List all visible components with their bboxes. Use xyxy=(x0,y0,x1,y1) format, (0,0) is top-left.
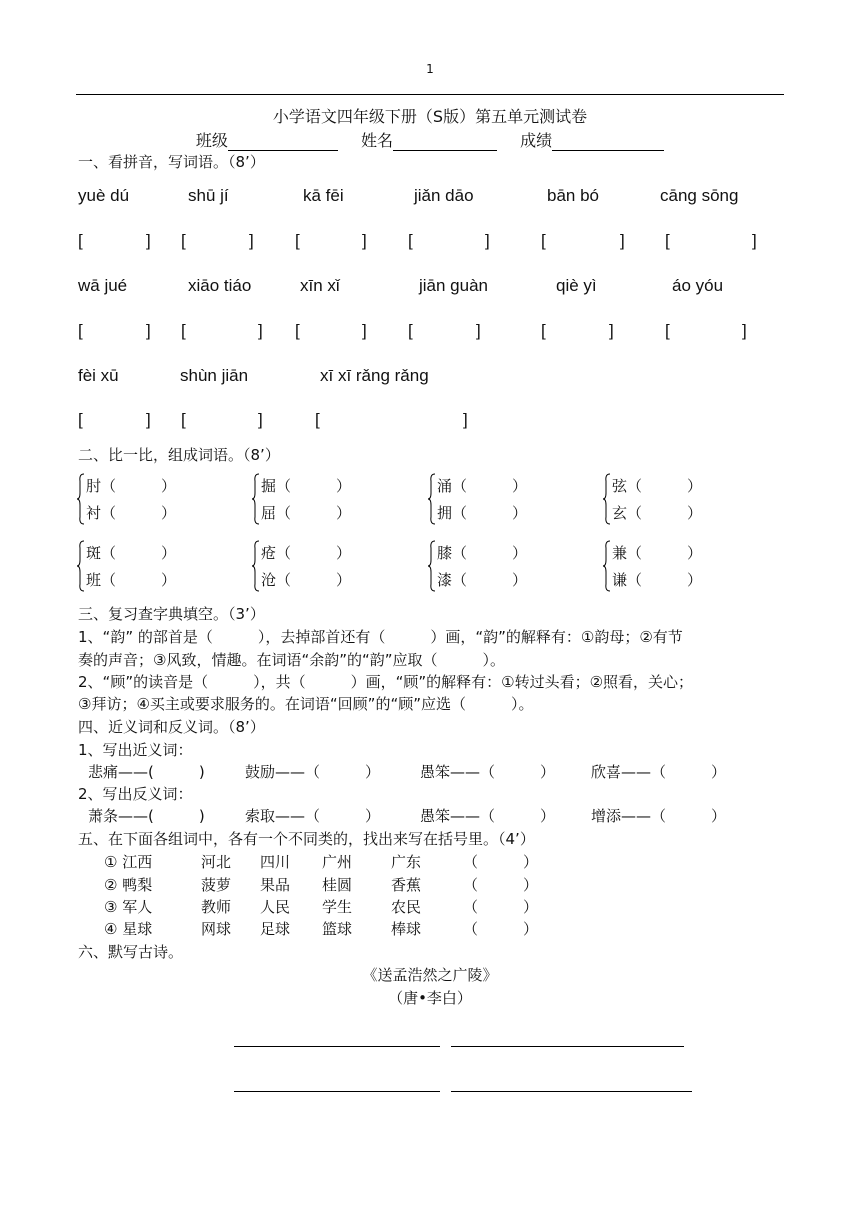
synonym-item: 鼓励——（ ） xyxy=(245,763,381,781)
pinyin-item: cāng sōng xyxy=(660,186,739,205)
synonym-subheading: 1、写出近义词： xyxy=(78,741,193,759)
poem-line-field[interactable] xyxy=(234,1091,440,1092)
word-item: 棒球 xyxy=(391,920,422,938)
name-field[interactable] xyxy=(393,134,497,151)
poem-author: （唐•李白） xyxy=(388,989,472,1007)
word-item: 篮球 xyxy=(322,920,353,938)
answer-bracket-right: ] xyxy=(146,321,151,340)
word-item: 桂圆 xyxy=(322,876,353,894)
synonym-item: 愚笨——（ ） xyxy=(420,763,556,781)
answer-bracket-left: [ xyxy=(78,231,83,250)
answer-bracket-right: ] xyxy=(258,321,263,340)
compare-bottom: 谦（ ） xyxy=(612,571,703,589)
answer-bracket-right: ] xyxy=(476,321,481,340)
answer-bracket-right: ] xyxy=(258,410,263,429)
synonym-item: 悲痛——( ) xyxy=(88,763,205,781)
pinyin-item: shùn jiān xyxy=(180,366,249,385)
word-item: 果品 xyxy=(260,876,291,894)
word-item: 农民 xyxy=(391,898,422,916)
answer-bracket-right: ] xyxy=(362,321,367,340)
answer-bracket-right: ] xyxy=(620,231,625,250)
answer-blank[interactable]: （ ） xyxy=(463,876,539,894)
score-label: 成绩 xyxy=(520,131,553,150)
word-item: 教师 xyxy=(201,898,232,916)
answer-bracket-right: ] xyxy=(463,410,468,429)
answer-bracket-left: [ xyxy=(408,231,413,250)
antonym-item: 增添——（ ） xyxy=(591,807,727,825)
compare-top: 膝（ ） xyxy=(437,544,528,562)
compare-bottom: 衬（ ） xyxy=(86,504,177,522)
answer-bracket-right: ] xyxy=(485,231,490,250)
score-field[interactable] xyxy=(552,134,664,151)
student-info xyxy=(0,128,860,151)
compare-bottom: 玄（ ） xyxy=(612,504,703,522)
answer-bracket-left: [ xyxy=(295,321,300,340)
answer-bracket-left: [ xyxy=(665,231,670,250)
class-field[interactable] xyxy=(228,134,338,151)
compare-group xyxy=(261,473,351,527)
synonym-item: 欣喜——（ ） xyxy=(591,763,727,781)
page-title: 小学语文四年级下册（S版）第五单元测试卷 xyxy=(272,107,588,126)
pinyin-item: jiǎn dāo xyxy=(414,186,474,205)
compare-top: 疮（ ） xyxy=(261,544,352,562)
section-4-heading: 四、近义词和反义词。（8’） xyxy=(78,718,265,736)
answer-bracket-left: [ xyxy=(541,231,546,250)
pinyin-item: xīn xǐ xyxy=(300,276,340,295)
page-number: 1 xyxy=(426,62,434,76)
section-5-heading: 五、在下面各组词中，各有一个不同类的，找出来写在括号里。（4’） xyxy=(78,830,535,848)
compare-top: 斑（ ） xyxy=(86,544,177,562)
poem-line-field[interactable] xyxy=(451,1046,684,1047)
word-item: 网球 xyxy=(201,920,232,938)
compare-group xyxy=(437,540,527,594)
pinyin-item: áo yóu xyxy=(672,276,724,295)
pinyin-item: yuè dú xyxy=(78,186,130,205)
header-rule xyxy=(76,94,784,95)
answer-bracket-right: ] xyxy=(742,321,747,340)
answer-blank[interactable]: （ ） xyxy=(463,898,539,916)
word-item: 菠萝 xyxy=(201,876,232,894)
word-item: ③ 军人 xyxy=(104,898,153,916)
class-label: 班级 xyxy=(195,131,228,150)
brace-icon xyxy=(252,540,260,592)
poem-title: 《送孟浩然之广陵》 xyxy=(362,966,498,984)
compare-bottom: 屈（ ） xyxy=(261,504,352,522)
question-3-2-line-2: ③拜访；④买主或要求服务的。在词语“回顾”的“顾”应选（ ）。 xyxy=(78,695,534,713)
question-3-2-line-1: 2、“顾”的读音是（ ），共（ ）画，“顾”的解释有：①转过头看；②照看，关心； xyxy=(78,673,694,691)
pinyin-item: bān bó xyxy=(547,186,599,205)
compare-top: 肘（ ） xyxy=(86,477,177,495)
answer-blank[interactable]: （ ） xyxy=(463,853,539,871)
word-item: ① 江西 xyxy=(104,853,153,871)
compare-group xyxy=(437,473,527,527)
word-item: ② 鸭梨 xyxy=(104,876,153,894)
antonym-item: 索取——（ ） xyxy=(245,807,381,825)
pinyin-item: wā jué xyxy=(78,276,128,295)
answer-blank[interactable]: （ ） xyxy=(463,920,539,938)
pinyin-item: jiān guàn xyxy=(419,276,489,295)
answer-bracket-left: [ xyxy=(408,321,413,340)
answer-bracket-left: [ xyxy=(181,321,186,340)
answer-bracket-right: ] xyxy=(609,321,614,340)
answer-bracket-left: [ xyxy=(181,231,186,250)
antonym-item: 愚笨——（ ） xyxy=(420,807,556,825)
answer-bracket-right: ] xyxy=(249,231,254,250)
compare-top: 兼（ ） xyxy=(612,544,703,562)
brace-icon xyxy=(77,540,85,592)
compare-bottom: 漆（ ） xyxy=(437,571,528,589)
pinyin-item: kā fēi xyxy=(303,186,344,205)
word-item: 广东 xyxy=(391,853,422,871)
compare-bottom: 沧（ ） xyxy=(261,571,352,589)
antonym-item: 萧条——( ) xyxy=(88,807,205,825)
answer-bracket-right: ] xyxy=(752,231,757,250)
pinyin-item: qiè yì xyxy=(556,276,597,295)
compare-bottom: 拥（ ） xyxy=(437,504,528,522)
section-1-heading: 一、看拼音，写词语。（8’） xyxy=(78,153,265,171)
answer-bracket-left: [ xyxy=(78,410,83,429)
word-item: 广州 xyxy=(322,853,353,871)
brace-icon xyxy=(603,473,611,525)
compare-group xyxy=(86,473,176,527)
answer-bracket-right: ] xyxy=(146,231,151,250)
brace-icon xyxy=(603,540,611,592)
brace-icon xyxy=(77,473,85,525)
word-item: 四川 xyxy=(260,853,291,871)
word-item: ④ 星球 xyxy=(104,920,153,938)
section-3-heading: 三、复习查字典填空。（3’） xyxy=(78,605,265,623)
brace-icon xyxy=(428,540,436,592)
compare-top: 掘（ ） xyxy=(261,477,352,495)
answer-bracket-left: [ xyxy=(181,410,186,429)
poem-line-field[interactable] xyxy=(451,1091,692,1092)
pinyin-item: xī xī rǎng rǎng xyxy=(320,366,429,385)
compare-group xyxy=(612,540,702,594)
antonym-subheading: 2、写出反义词： xyxy=(78,785,193,803)
pinyin-item: fèi xū xyxy=(78,366,119,385)
compare-group xyxy=(612,473,702,527)
compare-bottom: 班（ ） xyxy=(86,571,177,589)
name-label: 姓名 xyxy=(360,131,393,150)
word-item: 人民 xyxy=(260,898,291,916)
poem-line-field[interactable] xyxy=(234,1046,440,1047)
word-item: 学生 xyxy=(322,898,353,916)
compare-top: 弦（ ） xyxy=(612,477,703,495)
compare-group xyxy=(86,540,176,594)
pinyin-item: xiāo tiáo xyxy=(188,276,252,295)
answer-bracket-right: ] xyxy=(362,231,367,250)
question-3-1-line-2: 奏的声音；③风致，情趣。在词语“余韵”的“韵”应取（ ）。 xyxy=(78,651,506,669)
brace-icon xyxy=(252,473,260,525)
pinyin-item: shū jí xyxy=(188,186,229,205)
section-2-heading: 二、比一比，组成词语。（8’） xyxy=(78,446,280,464)
answer-bracket-left: [ xyxy=(78,321,83,340)
question-3-1-line-1: 1、“韵” 的部首是（ ），去掉部首还有（ ）画，“韵”的解释有：①韵母；②有节 xyxy=(78,628,683,646)
compare-top: 涌（ ） xyxy=(437,477,528,495)
answer-bracket-left: [ xyxy=(295,231,300,250)
answer-bracket-left: [ xyxy=(541,321,546,340)
word-item: 河北 xyxy=(201,853,232,871)
section-6-heading: 六、默写古诗。 xyxy=(78,943,184,961)
word-item: 香蕉 xyxy=(391,876,422,894)
word-item: 足球 xyxy=(260,920,291,938)
compare-group xyxy=(261,540,351,594)
brace-icon xyxy=(428,473,436,525)
answer-bracket-left: [ xyxy=(315,410,320,429)
answer-bracket-right: ] xyxy=(146,410,151,429)
answer-bracket-left: [ xyxy=(665,321,670,340)
